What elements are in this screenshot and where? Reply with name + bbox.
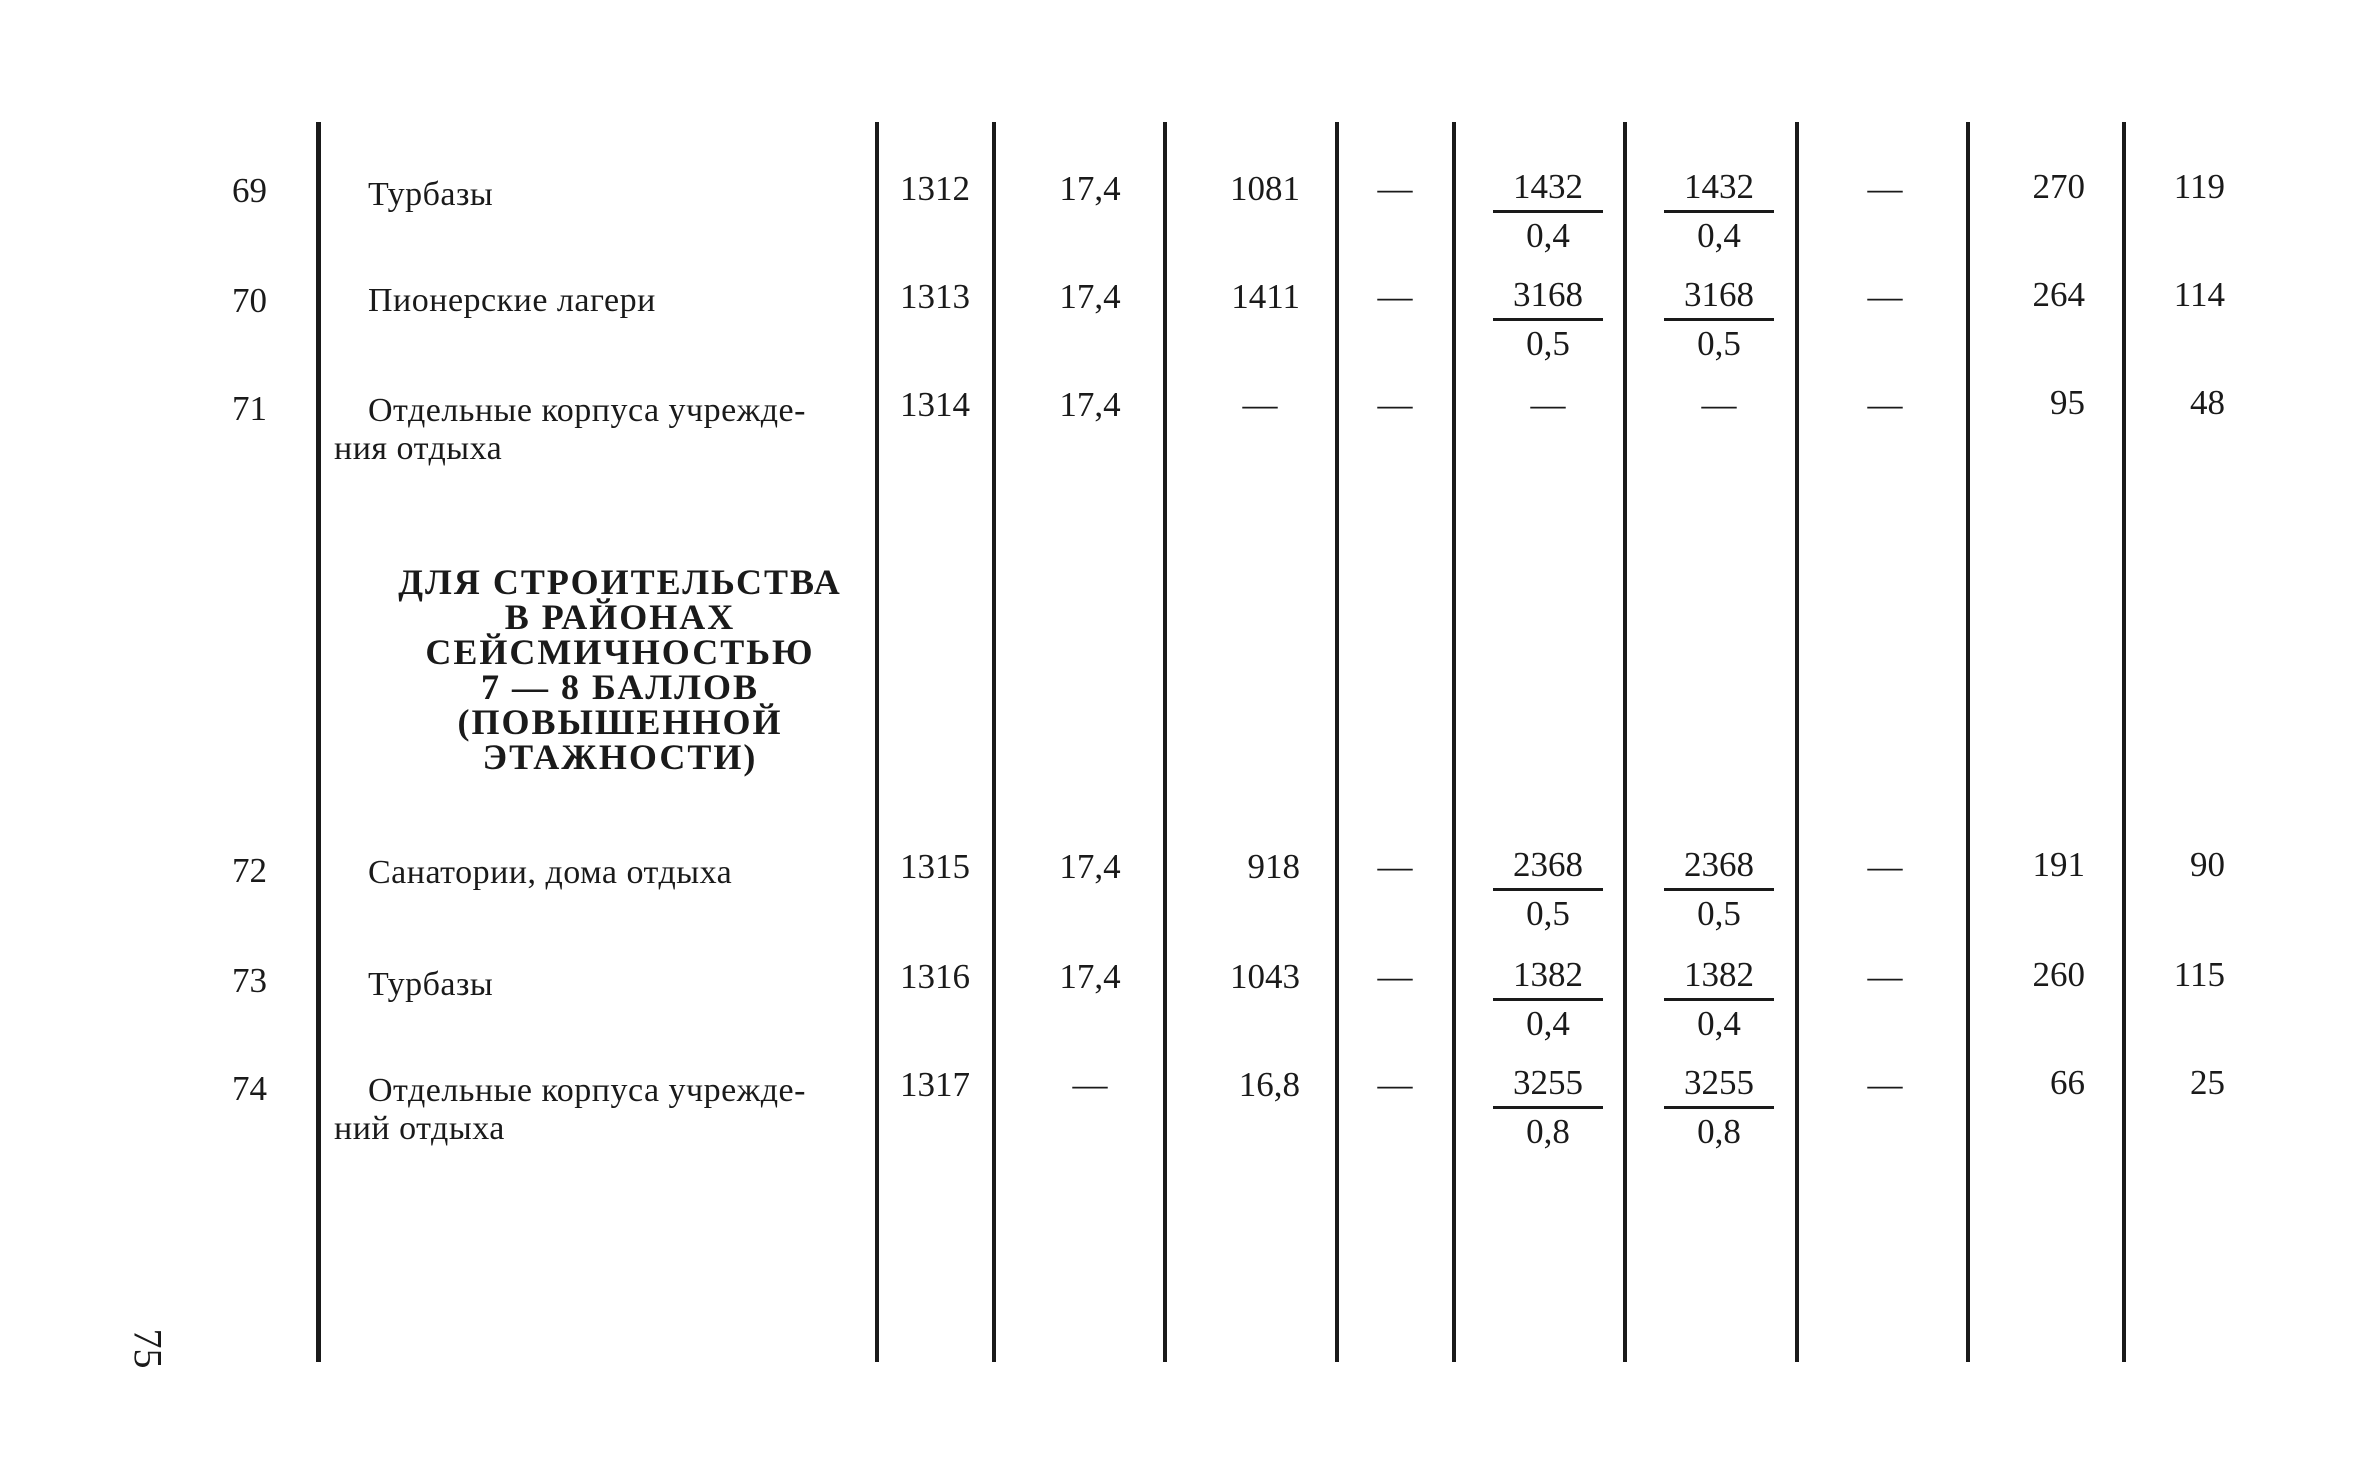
- column-rule: [1966, 122, 1970, 1362]
- fraction-denominator: 0,4: [1697, 216, 1741, 255]
- fraction-cell: [1664, 956, 1774, 1043]
- row-name: [334, 1072, 806, 1148]
- fraction-denominator: 0,5: [1526, 324, 1570, 363]
- fraction-cell: [1664, 846, 1774, 933]
- fraction-cell: [1493, 1064, 1603, 1151]
- row-number: 72: [232, 851, 267, 890]
- fraction-denominator: 0,4: [1526, 216, 1570, 255]
- cell-c8: 95: [2050, 383, 2085, 422]
- fraction-numerator: 1382: [1684, 955, 1754, 994]
- row-name: Турбазы: [368, 966, 494, 1003]
- column-rule: [1452, 122, 1456, 1362]
- fraction-numerator: 3255: [1684, 1063, 1754, 1102]
- cell-c7: —: [1867, 385, 1903, 424]
- cell-c7: —: [1867, 847, 1903, 886]
- row-name-line: ний отдыха: [334, 1110, 505, 1147]
- fraction-cell: [1664, 276, 1774, 363]
- cell-c8: 270: [2032, 167, 2085, 206]
- fraction-bar: [1493, 998, 1603, 1001]
- column-rule: [1163, 122, 1167, 1362]
- heading-line: В РАЙОНАХ: [504, 597, 736, 637]
- cell-c9: 114: [2173, 275, 2225, 314]
- cell-c9: 25: [2190, 1063, 2225, 1102]
- fraction-bar: [1493, 318, 1603, 321]
- heading-line: (ПОВЫШЕННОЙ: [457, 702, 783, 742]
- cell-c8: 66: [2050, 1063, 2085, 1102]
- fraction-cell: [1664, 1064, 1774, 1151]
- section-heading: [340, 562, 900, 777]
- row-code: 1315: [900, 847, 970, 886]
- fraction-numerator: 2368: [1513, 845, 1583, 884]
- fraction-denominator: 0,4: [1526, 1004, 1570, 1043]
- cell-c9: 119: [2173, 167, 2225, 206]
- cell-c7: —: [1867, 169, 1903, 208]
- fraction-bar: [1664, 998, 1774, 1001]
- cell-c7: —: [1867, 1065, 1903, 1104]
- column-rule: [2122, 122, 2126, 1362]
- row-name: Турбазы: [368, 176, 494, 213]
- cell-c3: 1411: [1231, 277, 1300, 316]
- cell-c8: 264: [2032, 275, 2085, 314]
- cell-c8: 191: [2032, 845, 2085, 884]
- fraction-numerator: 1382: [1513, 955, 1583, 994]
- cell-c2: 17,4: [1059, 385, 1121, 424]
- cell-c9: 48: [2190, 383, 2225, 422]
- fraction-numerator: 3255: [1513, 1063, 1583, 1102]
- cell-c3: 1043: [1230, 957, 1300, 996]
- row-name: Санатории, дома отдыха: [368, 854, 733, 891]
- fraction-denominator: 0,4: [1697, 1004, 1741, 1043]
- fraction-numerator: 1432: [1684, 167, 1754, 206]
- fraction-denominator: 0,8: [1526, 1112, 1570, 1151]
- fraction-cell: [1493, 956, 1603, 1043]
- column-rule: [316, 122, 321, 1362]
- row-name: [334, 392, 806, 468]
- heading-line: ДЛЯ СТРОИТЕЛЬСТВА: [398, 562, 842, 602]
- cell-c3: 1081: [1230, 169, 1300, 208]
- cell-c9: 90: [2190, 845, 2225, 884]
- fraction-denominator: 0,5: [1526, 894, 1570, 933]
- cell-c4: —: [1377, 385, 1413, 424]
- cell-c7: —: [1867, 277, 1903, 316]
- cell-c4: —: [1377, 847, 1413, 886]
- fraction-denominator: 0,5: [1697, 324, 1741, 363]
- fraction-cell: [1664, 168, 1774, 255]
- fraction-bar: [1664, 1106, 1774, 1109]
- row-number: 74: [232, 1069, 267, 1108]
- fraction-cell: [1493, 276, 1603, 363]
- row-number: 70: [232, 281, 267, 320]
- fraction-bar: [1493, 210, 1603, 213]
- row-code: 1316: [900, 957, 970, 996]
- cell-c2: 17,4: [1059, 957, 1121, 996]
- cell-c2: 17,4: [1059, 277, 1121, 316]
- heading-line: 7 — 8 БАЛЛОВ: [481, 667, 759, 707]
- fraction-numerator: 3168: [1684, 275, 1754, 314]
- row-code: 1314: [900, 385, 970, 424]
- cell-c4: —: [1377, 169, 1413, 208]
- row-number: 71: [232, 389, 267, 428]
- row-number: 73: [232, 961, 267, 1000]
- fraction-denominator: 0,5: [1697, 894, 1741, 933]
- fraction-bar: [1664, 888, 1774, 891]
- fraction-bar: [1664, 210, 1774, 213]
- cell-c4: —: [1377, 277, 1413, 316]
- column-rule: [992, 122, 996, 1362]
- row-code: 1317: [900, 1065, 970, 1104]
- fraction-numerator: 1432: [1513, 167, 1583, 206]
- column-rule: [1795, 122, 1799, 1362]
- cell-c5: —: [1530, 385, 1566, 424]
- page-number: 75: [125, 1328, 171, 1369]
- cell-c6: —: [1701, 385, 1737, 424]
- fraction-denominator: 0,8: [1697, 1112, 1741, 1151]
- cell-c3: —: [1242, 385, 1278, 424]
- fraction-bar: [1664, 318, 1774, 321]
- fraction-bar: [1493, 1106, 1603, 1109]
- cell-c7: —: [1867, 957, 1903, 996]
- fraction-cell: [1493, 846, 1603, 933]
- heading-line: ЭТАЖНОСТИ): [482, 737, 758, 777]
- fraction-bar: [1493, 888, 1603, 891]
- cell-c4: —: [1377, 1065, 1413, 1104]
- column-rule: [1335, 122, 1339, 1362]
- row-code: 1312: [900, 169, 970, 208]
- row-number: 69: [232, 171, 267, 210]
- row-name-line: Отдельные корпуса учрежде-: [368, 392, 806, 429]
- row-name-line: Отдельные корпуса учрежде-: [368, 1072, 806, 1109]
- cell-c8: 260: [2032, 955, 2085, 994]
- cell-c3: 16,8: [1238, 1065, 1300, 1104]
- heading-line: СЕЙСМИЧНОСТЬЮ: [425, 632, 815, 672]
- cell-c9: 115: [2173, 955, 2225, 994]
- row-name-line: ния отдыха: [334, 430, 503, 467]
- fraction-numerator: 2368: [1684, 845, 1754, 884]
- row-name: Пионерские лагери: [368, 282, 656, 319]
- fraction-numerator: 3168: [1513, 275, 1583, 314]
- cell-c2: —: [1072, 1065, 1108, 1104]
- cell-c4: —: [1377, 957, 1413, 996]
- cell-c2: 17,4: [1059, 847, 1121, 886]
- row-code: 1313: [900, 277, 970, 316]
- fraction-cell: [1493, 168, 1603, 255]
- cell-c3: 918: [1247, 847, 1300, 886]
- column-rule: [1623, 122, 1627, 1362]
- cell-c2: 17,4: [1059, 169, 1121, 208]
